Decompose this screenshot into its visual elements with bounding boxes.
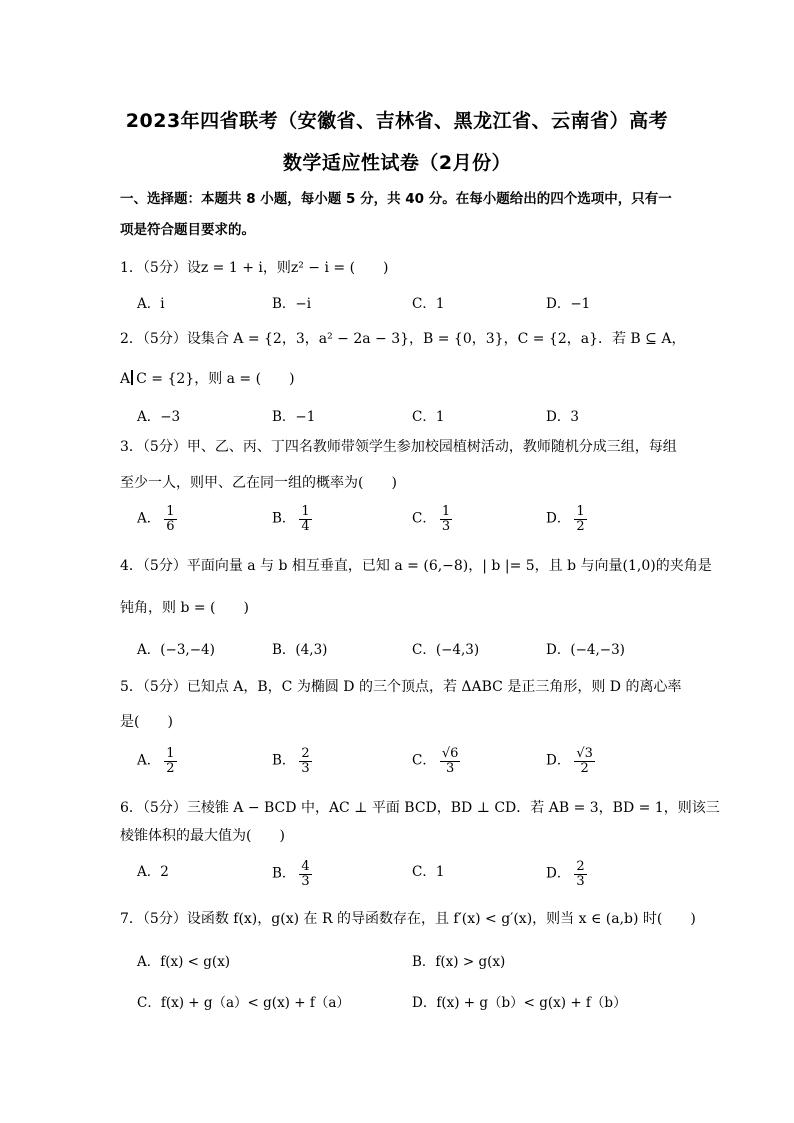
q6-option-d[interactable]	[546, 860, 587, 888]
fraction-denominator: 2	[576, 518, 585, 534]
q6-option-b-label: B．	[272, 865, 296, 882]
q1-option-d[interactable]: D．−1	[546, 296, 591, 312]
question-5-line2: 是( )	[120, 714, 173, 730]
q6-option-a-value: 2	[160, 864, 169, 880]
q2-option-a[interactable]: A．−3	[137, 409, 181, 425]
question-4-line1: 4．（5分）平面向量 a 与 b 相互垂直，已知 a = (6,−8)，| b |= 5，且 b 与向量(1,0)的夹角是	[120, 558, 712, 574]
q3-option-a[interactable]	[137, 505, 177, 533]
fraction-denominator: 3	[301, 760, 310, 776]
q5-option-a-fraction	[164, 747, 176, 775]
q5-option-d-label: D．	[546, 752, 571, 769]
q2-option-c[interactable]: C．1	[412, 409, 445, 425]
exam-title-line1: 2023年四省联考（安徽省、吉林省、黑龙江省、云南省）高考	[125, 110, 669, 132]
question-4-line2: 钝角，则 b = ( )	[120, 600, 249, 616]
q6-option-a-label: A．	[137, 864, 161, 880]
question-3-line1: 3．（5分）甲、乙、丙、丁四名教师带领学生参加校园植树活动，教师随机分成三组，每组	[120, 439, 677, 455]
q3-option-d[interactable]	[546, 505, 587, 533]
q5-option-b[interactable]	[272, 747, 312, 775]
fraction-numerator: 4	[301, 859, 310, 874]
q5-option-d[interactable]	[546, 747, 595, 775]
fraction-numerator: 1	[301, 504, 310, 519]
question-6-line2: 棱锥体积的最大值为( )	[120, 828, 285, 844]
fraction-numerator: √6	[441, 746, 459, 761]
fraction-numerator: 2	[576, 859, 585, 874]
question-7-line1: 7．（5分）设函数 f(x)，g(x) 在 R 的导函数存在，且 f′(x) < g′(x)，则当 x ∈ (a,b) 时( )	[120, 911, 696, 927]
q3-option-b-fraction	[299, 505, 311, 533]
q3-option-a-fraction	[164, 505, 176, 533]
question-3-line2: 至少一人，则甲、乙在同一组的概率为( )	[120, 475, 397, 491]
q5-option-c-label: C．	[412, 752, 436, 769]
fraction-denominator: 2	[580, 760, 589, 776]
q5-option-d-fraction	[574, 747, 595, 775]
q2-option-b[interactable]: B．−1	[272, 409, 316, 425]
q4-option-b[interactable]: B．(4,3)	[272, 642, 328, 658]
q3-option-d-fraction	[574, 505, 586, 533]
q6-option-b-fraction	[299, 860, 311, 888]
q2-set-a: A	[120, 371, 131, 387]
q5-option-b-label: B．	[272, 752, 296, 769]
fraction-numerator: 2	[301, 746, 310, 761]
q6-option-c[interactable]	[412, 860, 444, 880]
fraction-numerator: √3	[576, 746, 593, 761]
q1-option-a[interactable]: A．i	[137, 296, 165, 312]
q7-option-a[interactable]: A．f(x) < g(x)	[137, 954, 231, 970]
question-5-line1: 5．（5分）已知点 A，B，C 为椭圆 D 的三个顶点，若 ΔABC 是正三角形，则 D 的离心率	[120, 679, 682, 695]
section-instructions-line2: 项是符合题目要求的。	[120, 222, 255, 238]
q7-option-d[interactable]: D．f(x) + g（b）< g(x) + f（b）	[412, 995, 627, 1011]
q1-expr2: z² − i = (	[290, 260, 356, 276]
q6-option-d-fraction	[574, 860, 586, 888]
q4-option-a[interactable]: A．(−3,−4)	[137, 642, 215, 658]
fraction-denominator: 4	[301, 518, 310, 534]
fraction-denominator: 3	[441, 518, 451, 534]
q3-option-a-label: A．	[137, 510, 161, 527]
q4-option-d[interactable]: D．(−4,−3)	[546, 642, 625, 658]
q5-option-a-label: A．	[137, 752, 161, 769]
q1-mid: ，则	[262, 260, 291, 276]
question-6-line1: 6．（5分）三棱锥 A − BCD 中，AC ⊥ 平面 BCD，BD ⊥ CD．若 AB = 3，BD = 1，则该三	[120, 800, 720, 816]
q5-option-b-fraction	[299, 747, 311, 775]
q6-option-a[interactable]	[137, 860, 169, 880]
question-1	[120, 257, 389, 277]
q4-option-c[interactable]: C．(−4,3)	[412, 642, 480, 658]
fraction-denominator: 3	[576, 873, 585, 889]
q5-option-c[interactable]	[412, 747, 460, 775]
question-2-line1: 2．（5分）设集合 A = {2，3，a² − 2a − 3}，B = {0，3}，C = {2，a}．若 B ⊆ A，	[120, 331, 686, 347]
q6-option-c-label: C．	[412, 864, 436, 880]
question-2-line2	[120, 368, 295, 388]
q2-line2-rest: C = {2}，则 a = ( )	[136, 371, 295, 387]
section-instructions-line1: 一、选择题：本题共 8 小题，每小题 5 分，共 40 分。在每小题给出的四个选项中，只有一	[120, 191, 672, 207]
fraction-numerator: 1	[576, 504, 585, 519]
q1-option-b[interactable]: B．−i	[272, 296, 312, 312]
q3-option-d-label: D．	[546, 510, 571, 527]
q7-option-c[interactable]: C．f(x) + g（a）< g(x) + f（a）	[137, 995, 350, 1011]
fraction-denominator: 2	[166, 760, 175, 776]
q1-expr: z = 1 + i	[200, 260, 263, 276]
q1-prefix: 1．（5分）设	[120, 260, 201, 276]
q3-option-c-label: C．	[412, 510, 436, 527]
fraction-numerator: 1	[166, 504, 175, 519]
q5-option-c-fraction	[440, 747, 461, 775]
fraction-denominator: 3	[301, 873, 310, 889]
fraction-denominator: 3	[445, 760, 455, 776]
q3-option-b-label: B．	[272, 510, 296, 527]
q2-option-d[interactable]: D．3	[546, 409, 579, 425]
fraction-numerator: 1	[441, 504, 451, 519]
exam-title-line2: 数学适应性试卷（2月份）	[282, 152, 512, 174]
q6-option-b[interactable]	[272, 860, 312, 888]
q1-option-c[interactable]: C．1	[412, 296, 445, 312]
fraction-denominator: 6	[166, 518, 175, 534]
q3-option-c-fraction	[440, 505, 452, 533]
text-cursor	[131, 370, 133, 385]
q7-option-b[interactable]: B．f(x) > g(x)	[412, 954, 506, 970]
fraction-numerator: 1	[166, 746, 175, 761]
q6-option-d-label: D．	[546, 865, 571, 882]
q3-option-c[interactable]	[412, 505, 452, 533]
q1-blank: )	[355, 260, 389, 276]
q3-option-b[interactable]	[272, 505, 312, 533]
q6-option-c-value: 1	[435, 864, 445, 880]
q5-option-a[interactable]	[137, 747, 177, 775]
